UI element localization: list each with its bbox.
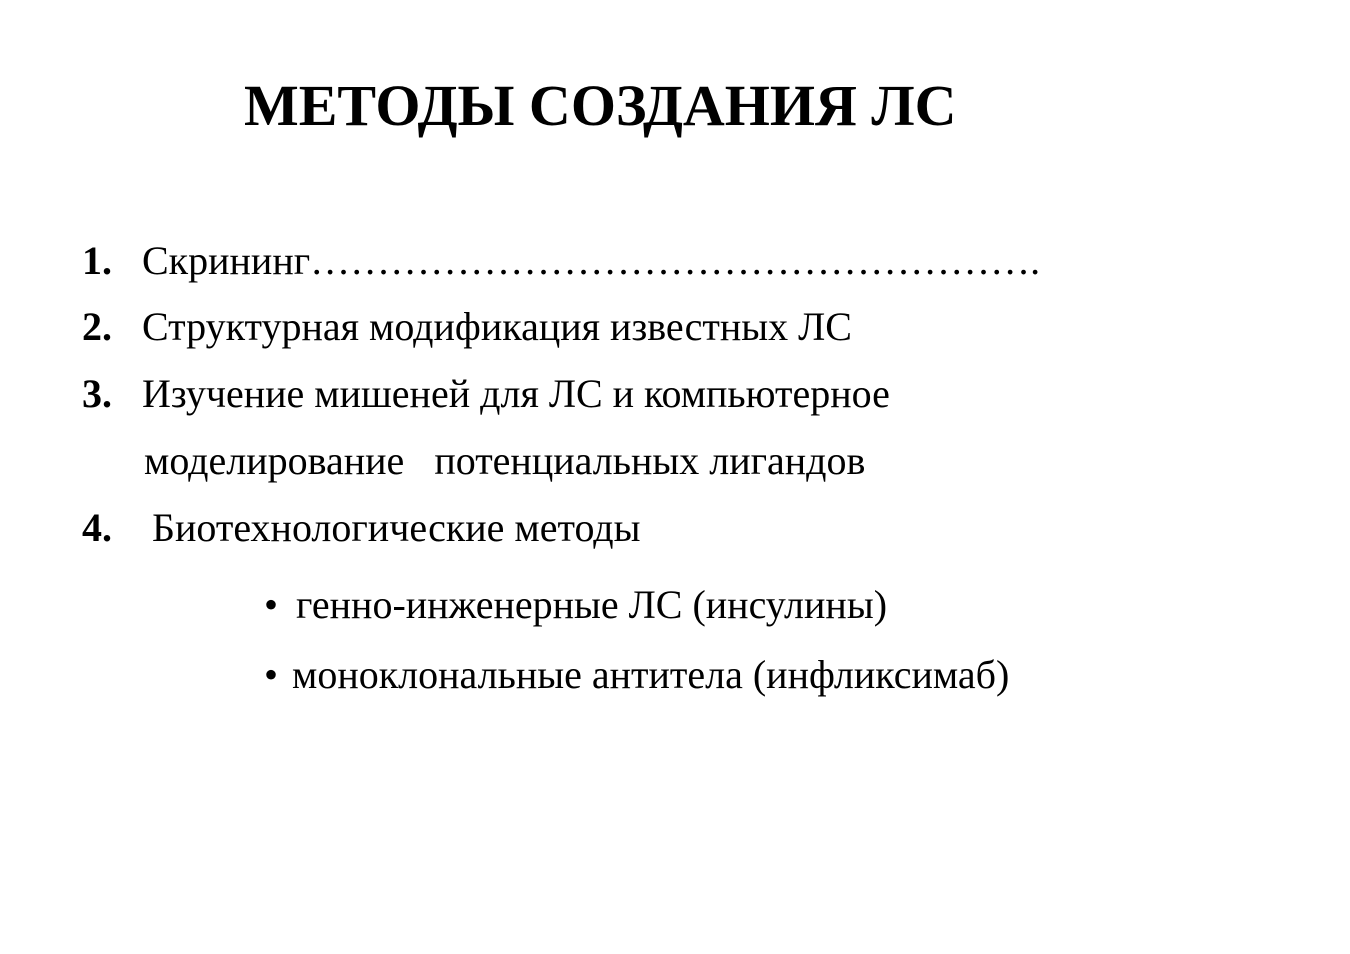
list-item-text: Структурная модификация известных ЛС xyxy=(142,304,852,349)
bullet-icon: • xyxy=(264,652,279,697)
list-item-text: Изучение мишеней для ЛС и компьютерное xyxy=(142,371,890,416)
sub-item-monoclonal-antibodies xyxy=(264,647,1010,871)
bullet-icon: • xyxy=(264,582,279,627)
list-number: 4. xyxy=(82,505,112,550)
list-item-continuation: моделирование потенциальных лигандов xyxy=(144,438,866,483)
sub-item-text: генно-инженерные ЛС (инсулины) xyxy=(296,582,888,627)
list-item-text: Скрининг………………………………………………. xyxy=(142,238,1041,283)
slide-title: МЕТОДЫ СОЗДАНИЯ ЛС xyxy=(244,73,957,138)
sub-item-text: моноклональные антитела (инфликсимаб) xyxy=(292,652,1010,697)
list-number: 2. xyxy=(82,304,112,349)
list-number: 1. xyxy=(82,238,112,283)
list-item-text: Биотехнологические методы xyxy=(152,505,641,550)
list-number: 3. xyxy=(82,371,112,416)
